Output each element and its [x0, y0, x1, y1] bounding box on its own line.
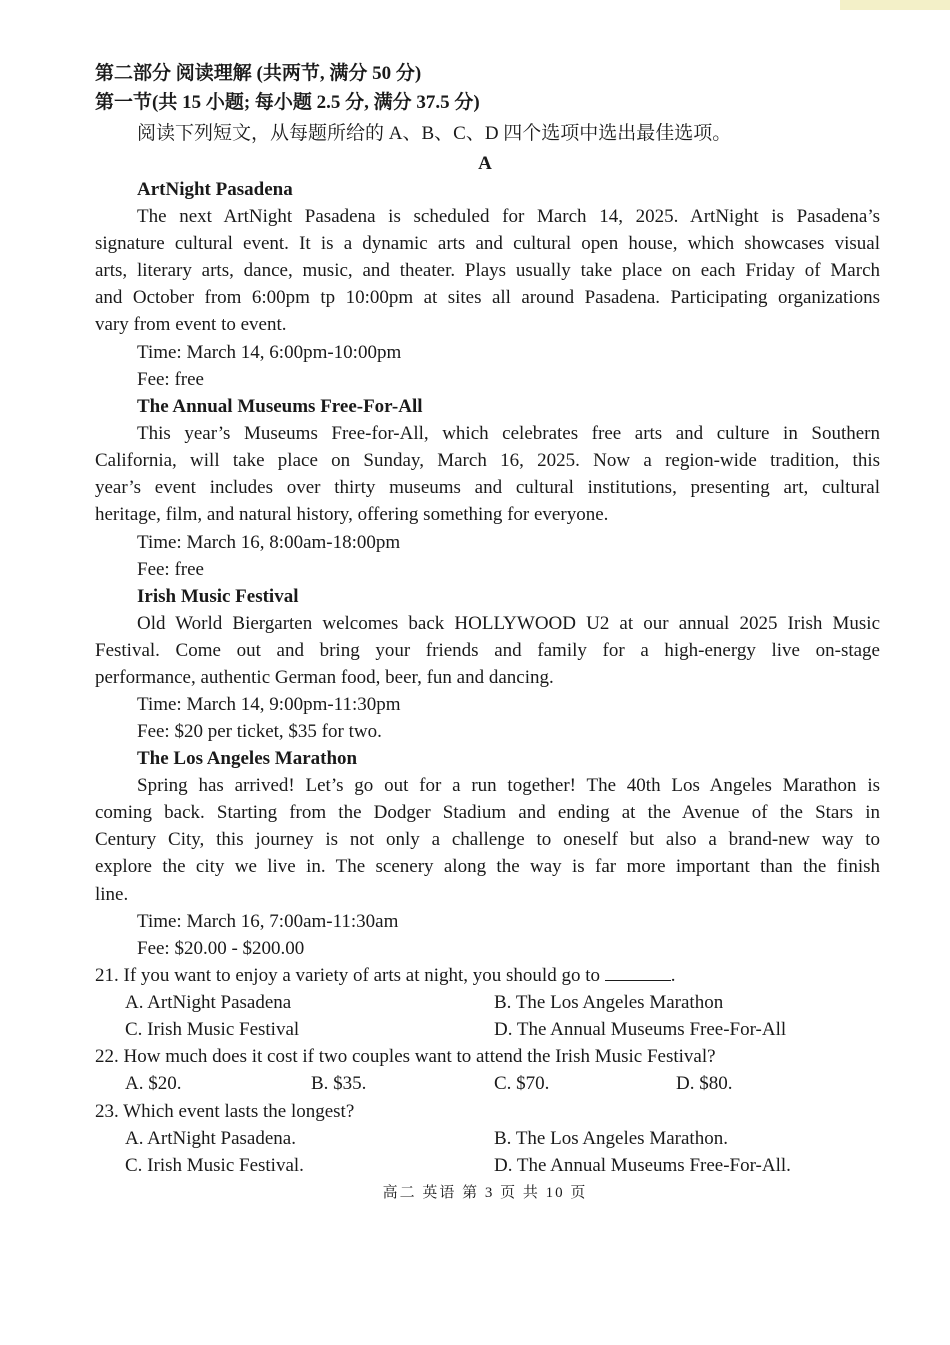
- option-b[interactable]: B. The Los Angeles Marathon: [494, 992, 724, 1013]
- passage-letter: A: [478, 153, 492, 174]
- paragraph-line: and October from 6:00pm tp 10:00pm at sites all around Pasadena. Participating organizations: [95, 287, 880, 308]
- page-footer: 高二 英语 第 3 页 共 10 页: [382, 1185, 588, 1201]
- paragraph-line: year’s event includes over thirty museums and cultural institutions, presenting art, cultural: [95, 477, 880, 498]
- paragraph-line: line.: [95, 884, 129, 905]
- paragraph-line: coming back. Starting from the Dodger Stadium and ending at the Avenue of the Stars in: [95, 802, 880, 823]
- event-time: Time: March 14, 9:00pm-11:30pm: [137, 694, 401, 715]
- event-fee: Fee: $20 per ticket, $35 for two.: [137, 721, 382, 742]
- paragraph-line: arts, literary arts, dance, music, and theater. Plays usually take place on each Friday of March: [95, 260, 880, 281]
- paragraph-line: Festival. Come out and bring your friends and family for a high-energy live on-stage: [95, 640, 880, 661]
- event-title-museums: The Annual Museums Free-For-All: [137, 396, 423, 417]
- paragraph-line: Spring has arrived! Let’s go out for a run together! The 40th Los Angeles Marathon is: [137, 775, 880, 796]
- question-23: 23. Which event lasts the longest?: [95, 1101, 355, 1122]
- section-heading: 第一节(共 15 小题; 每小题 2.5 分, 满分 37.5 分): [95, 92, 480, 113]
- option-d[interactable]: D. The Annual Museums Free-For-All: [494, 1019, 787, 1040]
- paragraph-line: vary from event to event.: [95, 314, 287, 335]
- question-stem-end: .: [670, 965, 676, 986]
- event-fee: Fee: $20.00 - $200.00: [137, 938, 305, 959]
- option-c[interactable]: C. Irish Music Festival.: [125, 1155, 304, 1176]
- option-b[interactable]: B. $35.: [311, 1073, 367, 1094]
- instruction-text: 阅读下列短文，从每题所给的 A、B、C、D 四个选项中选出最佳选项。: [137, 123, 732, 144]
- paragraph-line: California, will take place on Sunday, March 16, 2025. Now a region-wide tradition, this: [95, 450, 880, 471]
- paragraph-line: signature cultural event. It is a dynamic arts and cultural open house, which showcases visual: [95, 233, 880, 254]
- option-c[interactable]: C. $70.: [494, 1073, 550, 1094]
- option-a[interactable]: A. $20.: [125, 1073, 182, 1094]
- part-heading: 第二部分 阅读理解 (共两节, 满分 50 分): [95, 63, 422, 84]
- option-d[interactable]: D. $80.: [676, 1073, 733, 1094]
- option-a[interactable]: A. ArtNight Pasadena.: [125, 1128, 296, 1149]
- option-a[interactable]: A. ArtNight Pasadena: [125, 992, 292, 1013]
- event-time: Time: March 16, 7:00am-11:30am: [137, 911, 399, 932]
- paragraph-line: This year’s Museums Free-for-All, which celebrates free arts and culture in Southern: [137, 423, 880, 444]
- question-stem: 21. If you want to enjoy a variety of arts at night, you should go to: [95, 965, 600, 986]
- question-22: 22. How much does it cost if two couples want to attend the Irish Music Festival?: [95, 1046, 716, 1067]
- paragraph-line: heritage, film, and natural history, offering something for everyone.: [95, 504, 609, 525]
- paragraph-line: Century City, this journey is not only a challenge to oneself but also a brand-new way to: [95, 829, 880, 850]
- page-corner-mark: [840, 0, 950, 10]
- question-21: [95, 962, 880, 989]
- paragraph-line: explore the city we live in. The scenery along the way is far more important than the finish: [95, 856, 880, 877]
- event-time: Time: March 16, 8:00am-18:00pm: [137, 532, 401, 553]
- event-fee: Fee: free: [137, 559, 204, 580]
- event-title-marathon: The Los Angeles Marathon: [137, 748, 358, 769]
- event-title-irish: Irish Music Festival: [137, 586, 299, 607]
- option-b[interactable]: B. The Los Angeles Marathon.: [494, 1128, 728, 1149]
- event-fee: Fee: free: [137, 369, 204, 390]
- paragraph-line: Old World Biergarten welcomes back HOLLYWOOD U2 at our annual 2025 Irish Music: [137, 613, 880, 634]
- event-title-artnight: ArtNight Pasadena: [137, 179, 293, 200]
- paragraph-line: performance, authentic German food, beer, fun and dancing.: [95, 667, 554, 688]
- event-time: Time: March 14, 6:00pm-10:00pm: [137, 342, 402, 363]
- option-d[interactable]: D. The Annual Museums Free-For-All.: [494, 1155, 791, 1176]
- answer-blank[interactable]: [605, 962, 671, 981]
- paragraph-line: The next ArtNight Pasadena is scheduled for March 14, 2025. ArtNight is Pasadena’s: [137, 206, 880, 227]
- option-c[interactable]: C. Irish Music Festival: [125, 1019, 300, 1040]
